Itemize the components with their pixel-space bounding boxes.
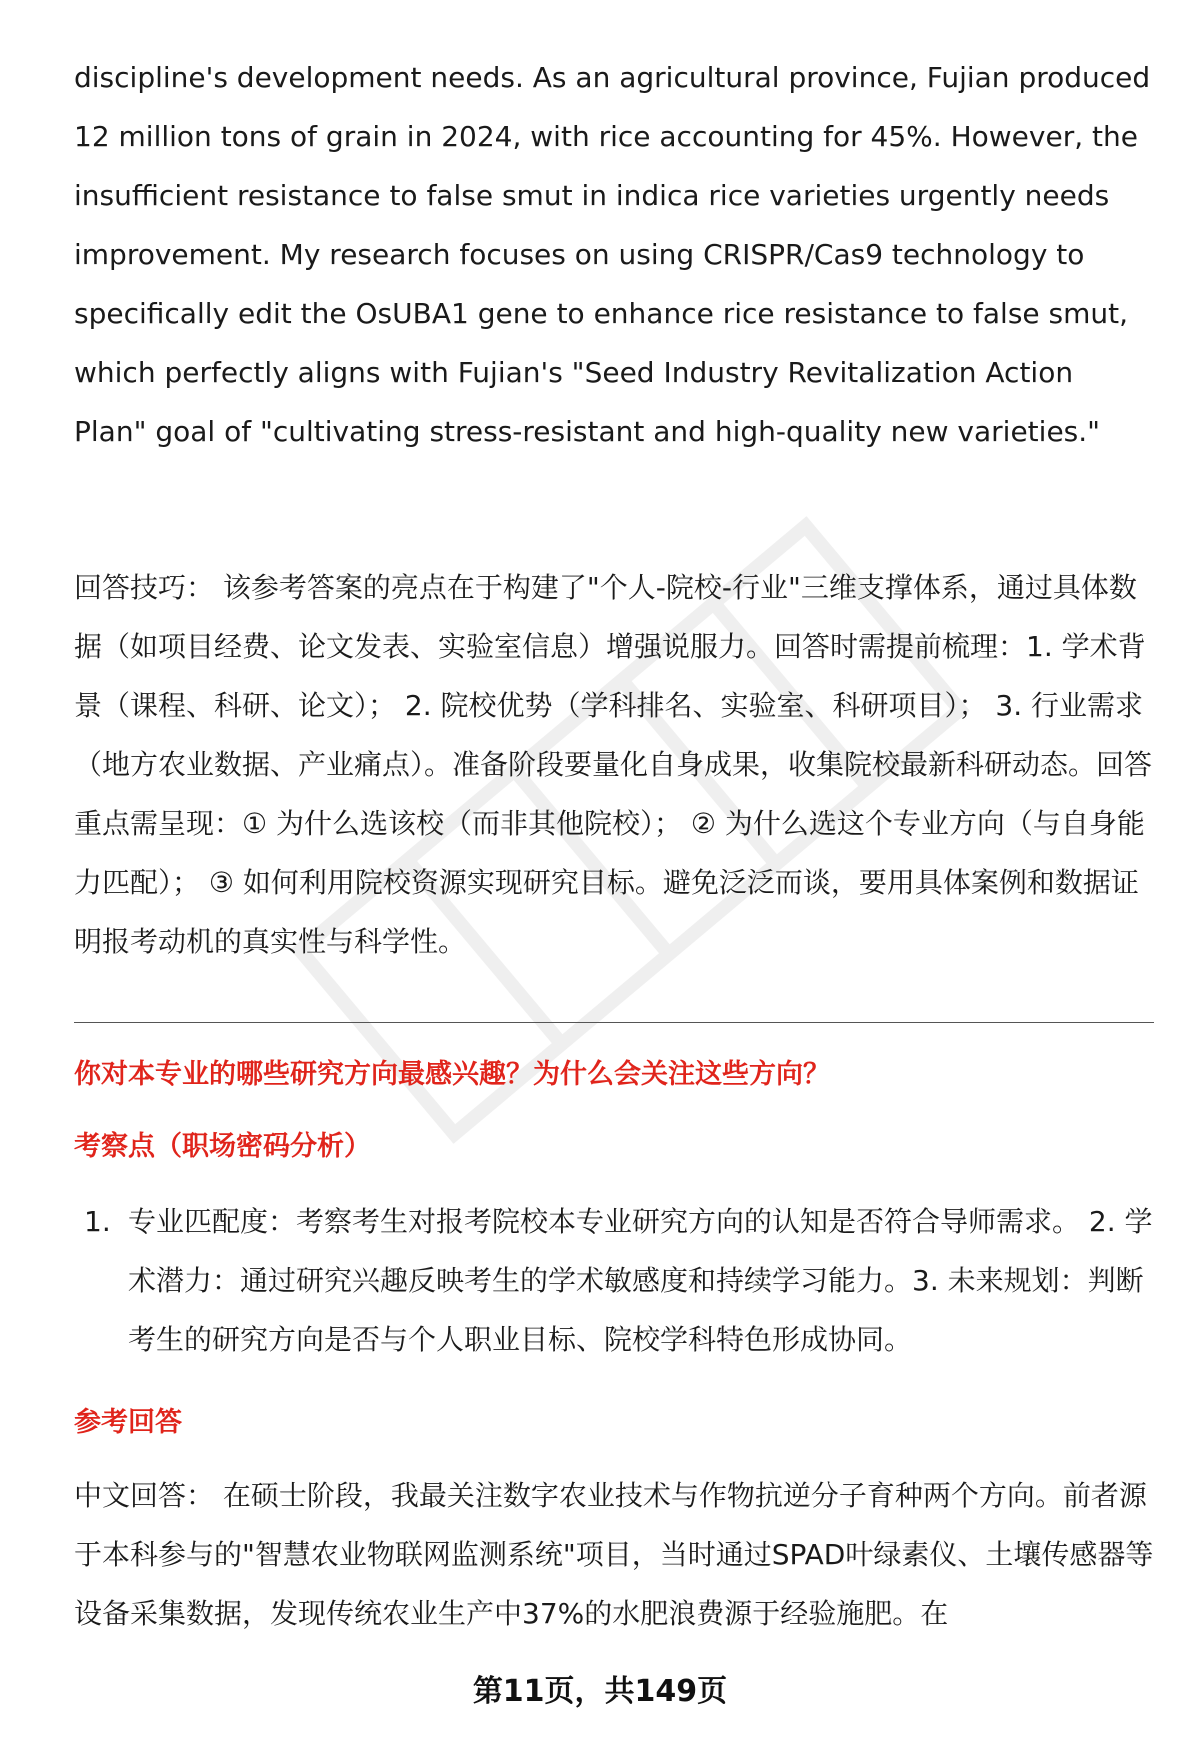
question-heading: 你对本专业的哪些研究方向最感兴趣？为什么会关注这些方向？ (74, 1059, 830, 1090)
assessment-points-list (74, 1192, 1154, 1369)
list-item (74, 1192, 1154, 1369)
list-item-number: 1. (84, 1205, 111, 1238)
assessment-points-heading: 考察点（职场密码分析） (74, 1131, 371, 1162)
list-item-text: 专业匹配度：考察考生对报考院校本专业研究方向的认知是否符合导师需求。 2. 学术潜力：通过研究兴趣反映考生的学术敏感度和持续学习能力。3. 未来规划：判断考生的研究方向是否与个人职业目标、院校学科特色形成协同。 (128, 1205, 1153, 1356)
answer-tips-paragraph: 回答技巧： 该参考答案的亮点在于构建了"个人-院校-行业"三维支撑体系，通过具体数据（如项目经费、论文发表、实验室信息）增强说服力。回答时需提前梳理：1. 学术背景（课程、科研、论文）； 2. 院校优势（学科排名、实验室、科研项目）； 3. 行业需求（地方农业数据、产业痛点）。准备阶段要量化自身成果，收集院校最新科研动态。回答重点需呈现：① 为什么选该校（而非其他院校）； ② 为什么选这个专业方向（与自身能力匹配）； ③ 如何利用院校资源实现研究目标。避免泛泛而谈，要用具体案例和数据证明报考动机的真实性与科学性。 (74, 571, 1153, 958)
reference-answer-heading: 参考回答 (74, 1407, 182, 1438)
english-answer-paragraph: discipline's development needs. As an agricultural province, Fujian produced 12 million tons of grain in 2024, with rice accounting for 45%. However, the insufficient resistance to false smut in indica rice varieties urgently needs improvement. My research focuses on using CRISPR/Cas9 technology to specifically edit the OsUBA1 gene to enhance rice resistance to false smut, which perfectly aligns with Fujian's "Seed Industry Revitalization Action Plan" goal of "cultivating stress-resistant and high-quality new varieties." (74, 61, 1151, 448)
page-footer: 第11页，共149页 (472, 1674, 728, 1709)
chinese-answer-paragraph: 中文回答： 在硕士阶段，我最关注数字农业技术与作物抗逆分子育种两个方向。前者源于本科参与的"智慧农业物联网监测系统"项目，当时通过SPAD叶绿素仪、土壤传感器等设备采集数据，发现传统农业生产中37%的水肥浪费源于经验施肥。在 (74, 1479, 1154, 1630)
section-divider (74, 1022, 1154, 1023)
